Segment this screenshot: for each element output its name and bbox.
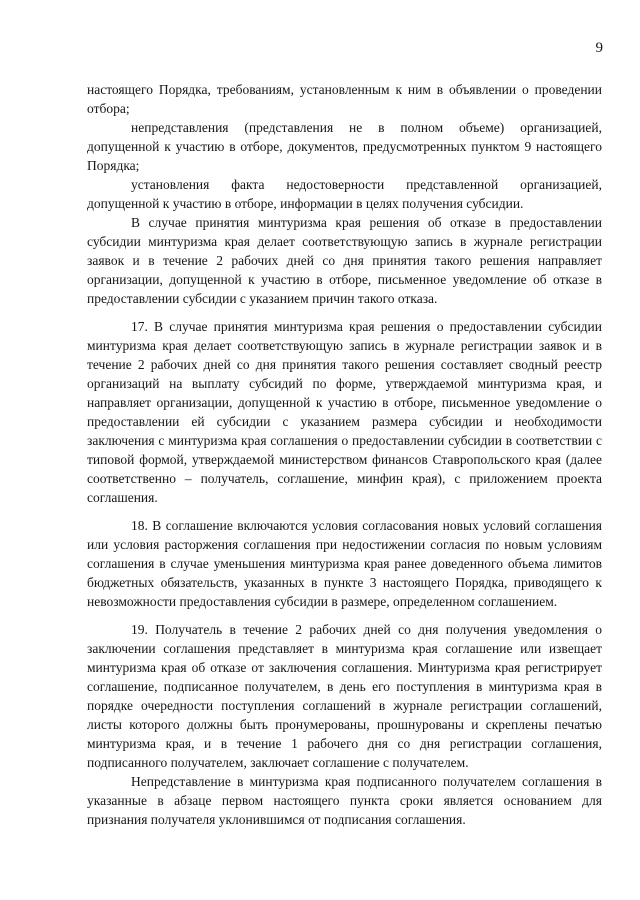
paragraph-false-information: установления факта недостоверности представленной организацией, допущенной к участию в отборе, информации в целях получения субсидии. <box>87 177 602 211</box>
paragraph-refusal-decision: В случае принятия минтуризма края решения об отказе в предоставлении субсидии минтуризма края делает соответствующую запись в журнале регистрации заявок и в течение 2 рабочих дней со дня принятия такого решения направляет организации, допущенной к участию в отборе, письменное уведомление об отказе в предоставлении субсидии с указанием причин такого отказа. <box>87 215 602 306</box>
paragraph-continued-requirements: настоящего Порядка, требованиям, установленным к ним в объявлении о проведении отбора; <box>87 82 602 116</box>
paragraph-19-non-submission: Непредставление в минтуризма края подписанного получателем соглашения в указанные в абзаце первом настоящего пункта сроки является основанием для признания получателя уклонившимся от подписания соглашения. <box>87 774 602 827</box>
document-body <box>87 80 602 829</box>
paragraph-18: 18. В соглашение включаются условия согласования новых условий соглашения или условия расторжения соглашения при недостижении согласия по новым условиям соглашения в случае уменьшения минтуризма края ранее доведенного объема лимитов бюджетных обязательств, указанных в пункте 3 настоящего Порядка, приводящего к невозможности предоставления субсидии в размере, определенном соглашением. <box>87 518 602 609</box>
page-number: 9 <box>595 40 603 56</box>
paragraph-incomplete-documents: непредставления (представления не в полном объеме) организацией, допущенной к участию в отборе, документов, предусмотренных пунктом 9 настоящего Порядка; <box>87 120 602 173</box>
paragraph-17: 17. В случае принятия минтуризма края решения о предоставлении субсидии минтуризма края делает соответствующую запись в журнале регистрации заявок и в течение 2 рабочих дней со дня принятия такого решения составляет сводный реестр организаций на выплату субсидий по форме, утверждаемой минтуризма края, и направляет организации, допущенной к участию в отборе, письменное уведомление о предоставлении ей субсидии с указанием размера субсидии и необходимости заключения с минтуризма края соглашения о предоставлении субсидии в соответствии с типовой формой, утверждаемой министерством финансов Ставропольского края (далее соответственно – получатель, соглашение, минфин края), с приложением проекта соглашения. <box>87 319 602 505</box>
paragraph-19: 19. Получатель в течение 2 рабочих дней со дня получения уведомления о заключении соглашения представляет в минтуризма края соглашение или извещает минтуризма края об отказе от заключения соглашения. Минтуризма края регистрирует соглашение, подписанное получателем, в день его поступления в минтуризма края в порядке очередности поступления соглашений в журнале регистрации соглашений, листы которого должны быть пронумерованы, прошнурованы и скреплены печатью минтуризма края, и в течение 1 рабочего дня со дня регистрации соглашения, подписанного получателем, заключает соглашение с получателем. <box>87 622 602 770</box>
